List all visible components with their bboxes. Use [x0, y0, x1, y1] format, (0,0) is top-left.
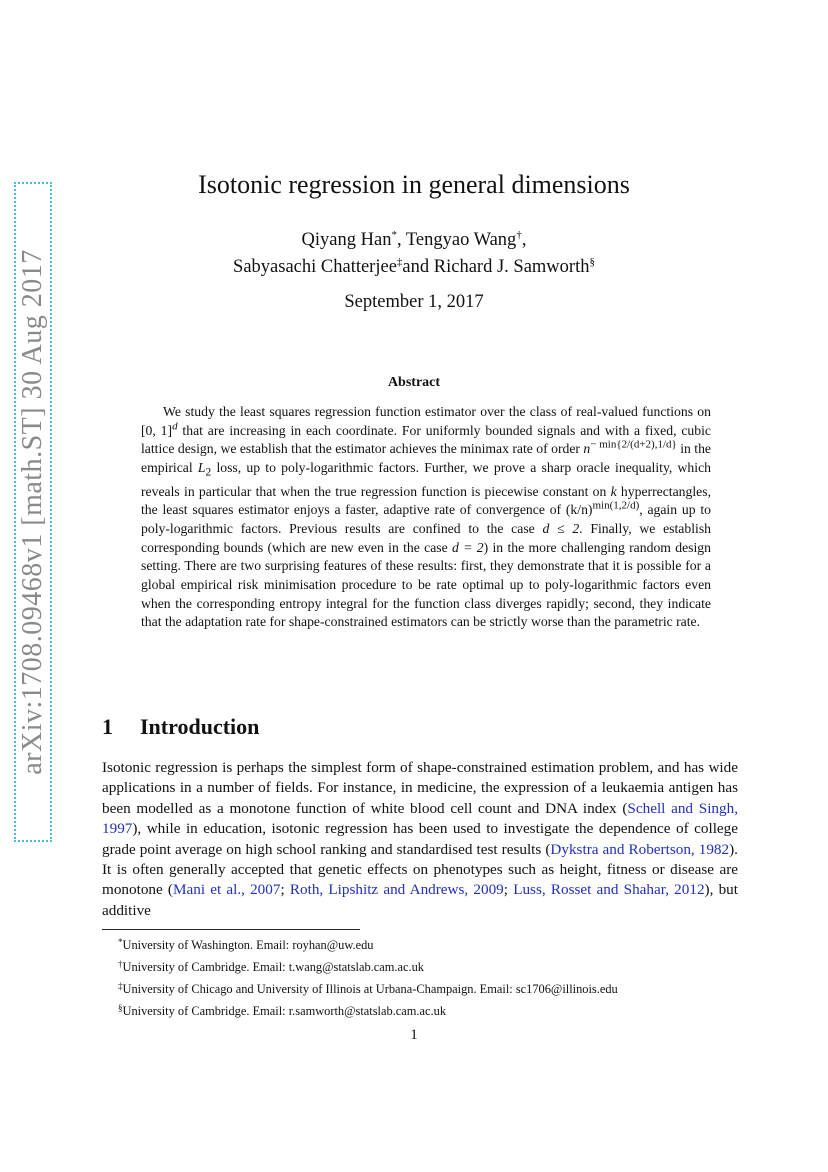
- math-rate: n: [583, 441, 591, 457]
- citation-link[interactable]: Dykstra and Robertson, 1982: [550, 840, 730, 858]
- author-name: Richard J. Samworth: [433, 257, 590, 277]
- author-name: Qiyang Han: [301, 230, 392, 250]
- arxiv-identifier-stamp: arXiv:1708.09468v1 [math.ST] 30 Aug 2017: [14, 182, 52, 842]
- footnote-3: ‡University of Chicago and University of Illinois at Urbana-Champaign. Email: sc1706@illinois.edu: [118, 981, 618, 996]
- math-loss: L: [197, 460, 206, 476]
- math-domain: [0, 1]: [141, 422, 173, 438]
- introduction-paragraph: Isotonic regression is perhaps the simplest form of shape-constrained estimation problem, and has wide applications in a number of fields. For instance, in medicine, the expression of a leukaemia antigen has been modelled as a monotone function of white blood cell count and DNA index (Schell and Singh, 1997), while in education, isotonic regression has been used to investigate the dependence of college grade point average on high school ranking and standardised test results (Dykstra and Robertson, 1982). It is often generally accepted that genetic effects on phenotypes such as height, fitness or disease are monotone (Mani et al., 2007; Roth, Lipshitz and Andrews, 2009; Luss, Rosset and Shahar, 2012), but additive: [102, 759, 738, 919]
- math-adaptive-rate: (k/n): [565, 502, 593, 518]
- footnote-marker: *: [391, 228, 397, 241]
- author-line-2: [0, 257, 828, 278]
- footnote-marker: §: [589, 255, 595, 268]
- author-name: Sabyasachi Chatterjee: [233, 257, 397, 277]
- abstract-paragraph: We study the least squares regression function estimator over the class of real-valued functions on [0, 1]$^d$ that are increasing in each coordinate. For uniformly bounded signals and with a fixed, cubic lattice design, we establish that the estimator achieves the minimax rate of order $n^{- min\{2/(d+2),1/d\}}$ in the empirical $L_2$ loss, up to poly-logarithmic factors. Further, we prove a sharp oracle inequality, which reveals in particular that when the true regression function is piecewise constant on k hyperrectangles, the least squares estimator enjoys a faster, adaptive rate of convergence of $(k/n)^{min(1,2/d)}$, again up to poly-logarithmic factors. Previous results are confined to the case d ≤ 2. Finally, we establish corresponding bounds (which are new even in the case d = 2) in the more challenging random design setting. There are two surprising features of these results: first, they demonstrate that it is possible for a global empirical risk minimisation procedure to be rate optimal up to poly-logarithmic factors even when the corresponding entropy integral for the function class diverges rapidly; second, they indicate that the adaptation rate for shape-constrained estimators can be strictly worse than the parametric rate.: [141, 404, 712, 630]
- footnote-marker: †: [516, 228, 522, 241]
- abstract-body: [141, 403, 711, 632]
- citation-link[interactable]: Mani et al., 2007: [172, 881, 281, 899]
- footnote-1: *University of Washington. Email: royhan@uw.edu: [118, 937, 374, 952]
- footnote-separator: [102, 929, 360, 930]
- citation-link[interactable]: Schell and Singh, 1997: [102, 799, 738, 838]
- section-title: Introduction: [140, 714, 260, 739]
- citation-link[interactable]: Luss, Rosset and Shahar, 2012: [513, 881, 705, 899]
- author-conjunction: and: [402, 257, 430, 277]
- page-number: 1: [410, 1027, 418, 1043]
- author-line-1: Qiyang Han*, Tengyao Wang†,: [301, 228, 527, 250]
- footnote-marker: ‡: [396, 255, 403, 268]
- section-heading-introduction: [102, 714, 259, 740]
- abstract-heading: Abstract: [387, 375, 441, 390]
- introduction-body: [102, 758, 738, 921]
- citation-link[interactable]: Roth, Lipshitz and Andrews, 2009: [289, 881, 504, 899]
- section-number: 1: [102, 714, 113, 739]
- publication-date: September 1, 2017: [344, 292, 484, 312]
- footnote-4: §University of Cambridge. Email: r.samworth@statslab.cam.ac.uk: [118, 1003, 447, 1018]
- paper-title: Isotonic regression in general dimensions: [198, 170, 630, 199]
- footnote-2: †University of Cambridge. Email: t.wang@statslab.cam.ac.uk: [118, 959, 424, 974]
- footnotes: [102, 933, 742, 1021]
- author-name: Tengyao Wang: [405, 230, 517, 250]
